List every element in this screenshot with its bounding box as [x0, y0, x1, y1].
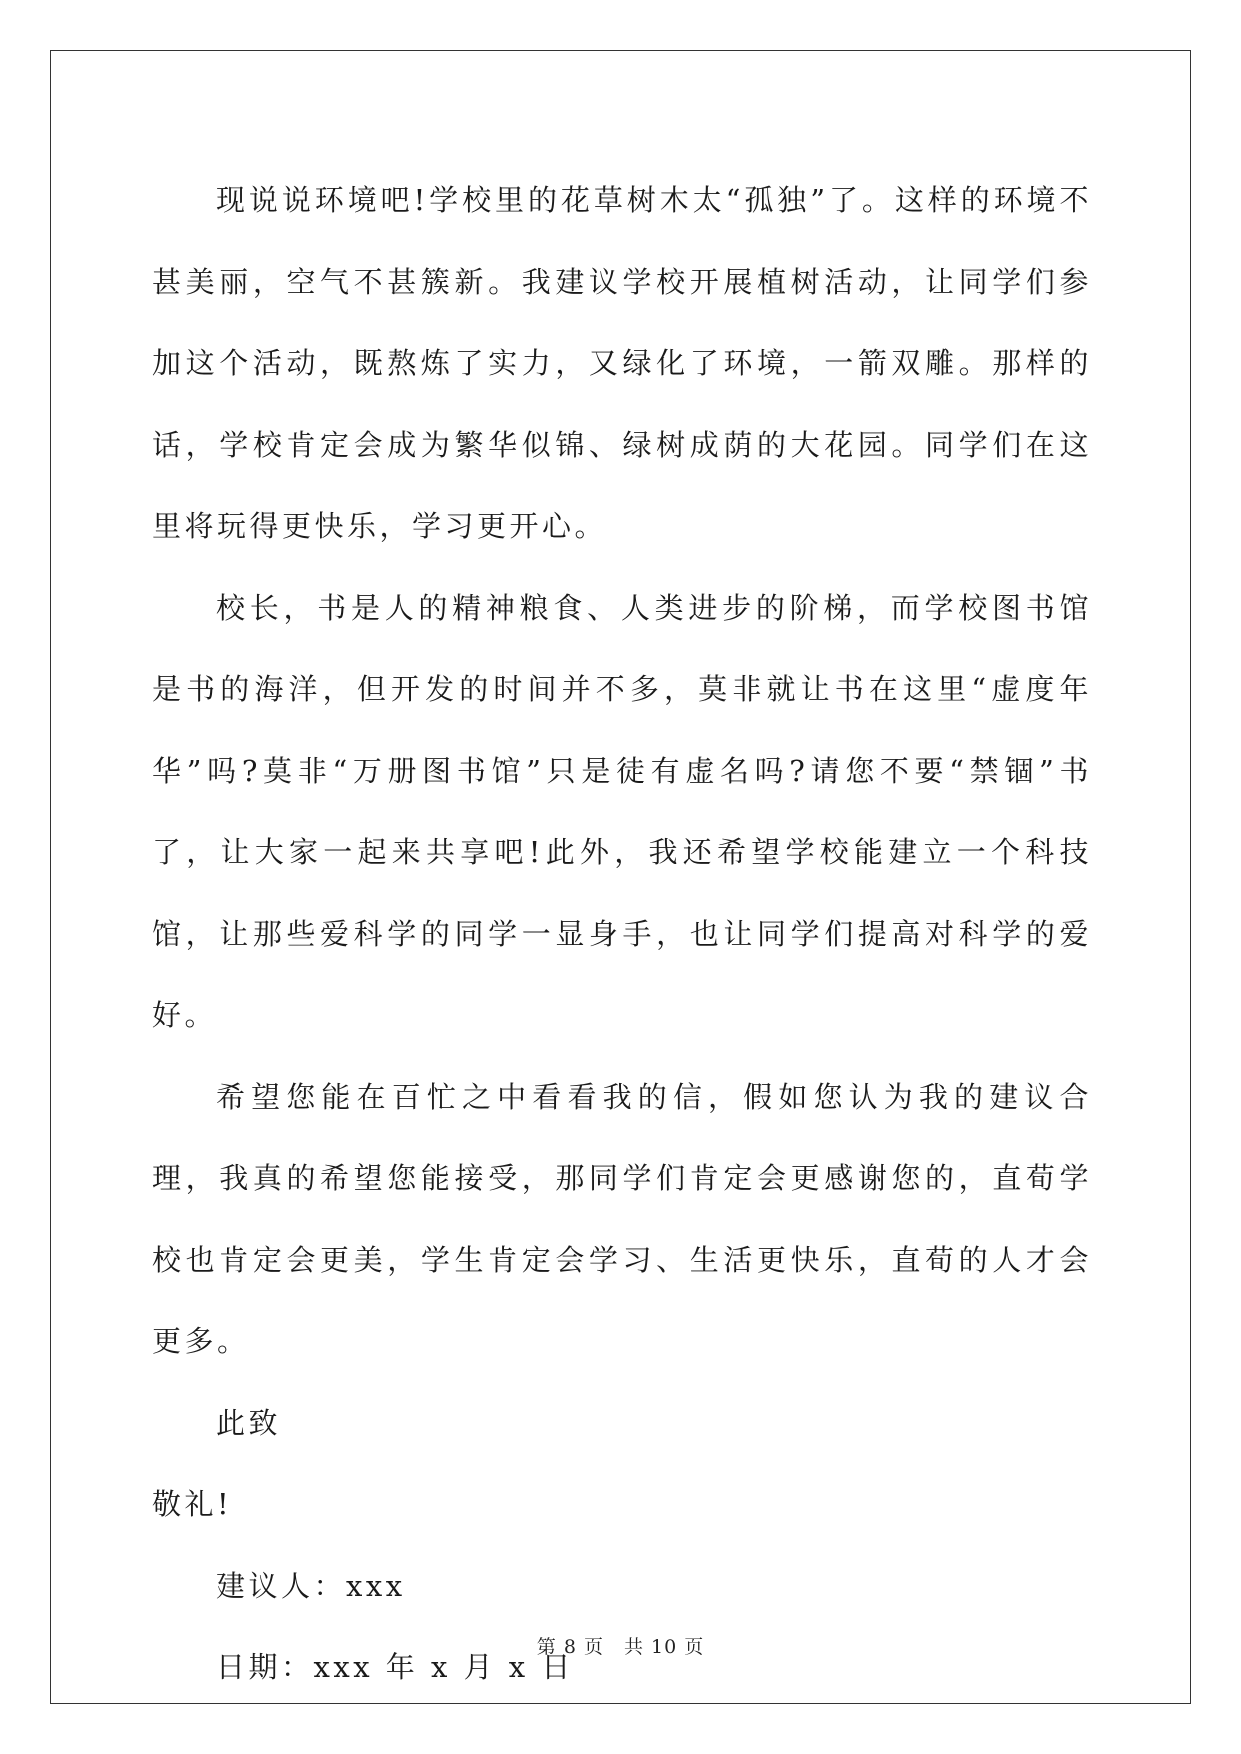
closing-phrase: 此致: [216, 1405, 282, 1440]
page-number: 第 8 页 共 10 页: [536, 1636, 705, 1658]
paragraph-environment: 现说说环境吧!学校里的花草树木太“孤独”了。这样的环境不甚美丽，空气不甚簇新。我建议学校开展植树活动，让同学们参加这个活动，既熬炼了实力，又绿化了环境，一箭双雕。那样的话，学校肯定会成为繁华似锦、绿树成荫的大花园。同学们在这里将玩得更快乐，学习更开心。: [152, 183, 1092, 543]
letter-body: [152, 160, 1092, 1709]
paragraph-library: 校长，书是人的精神粮食、人类进步的阶梯，而学校图书馆是书的海洋，但开发的时间并不多，莫非就让书在这里“虚度年华”吗?莫非“万册图书馆”只是徒有虚名吗?请您不要“禁锢”书了，让大家一起来共享吧!此外，我还希望学校能建立一个科技馆，让那些爱科学的同学一显身手，也让同学们提高对科学的爱好。: [152, 590, 1092, 1032]
date-line: 日期：xxx 年 x 月 x 日: [216, 1650, 574, 1684]
paragraph-hope: 希望您能在百忙之中看看我的信，假如您认为我的建议合理，我真的希望您能接受，那同学们肯定会更感谢您的，直荀学校也肯定会更美，学生肯定会学习、生活更快乐，直荀的人才会更多。: [152, 1079, 1092, 1358]
salute-phrase: 敬礼!: [152, 1487, 233, 1521]
signature-line: 建议人：xxx: [216, 1568, 406, 1603]
